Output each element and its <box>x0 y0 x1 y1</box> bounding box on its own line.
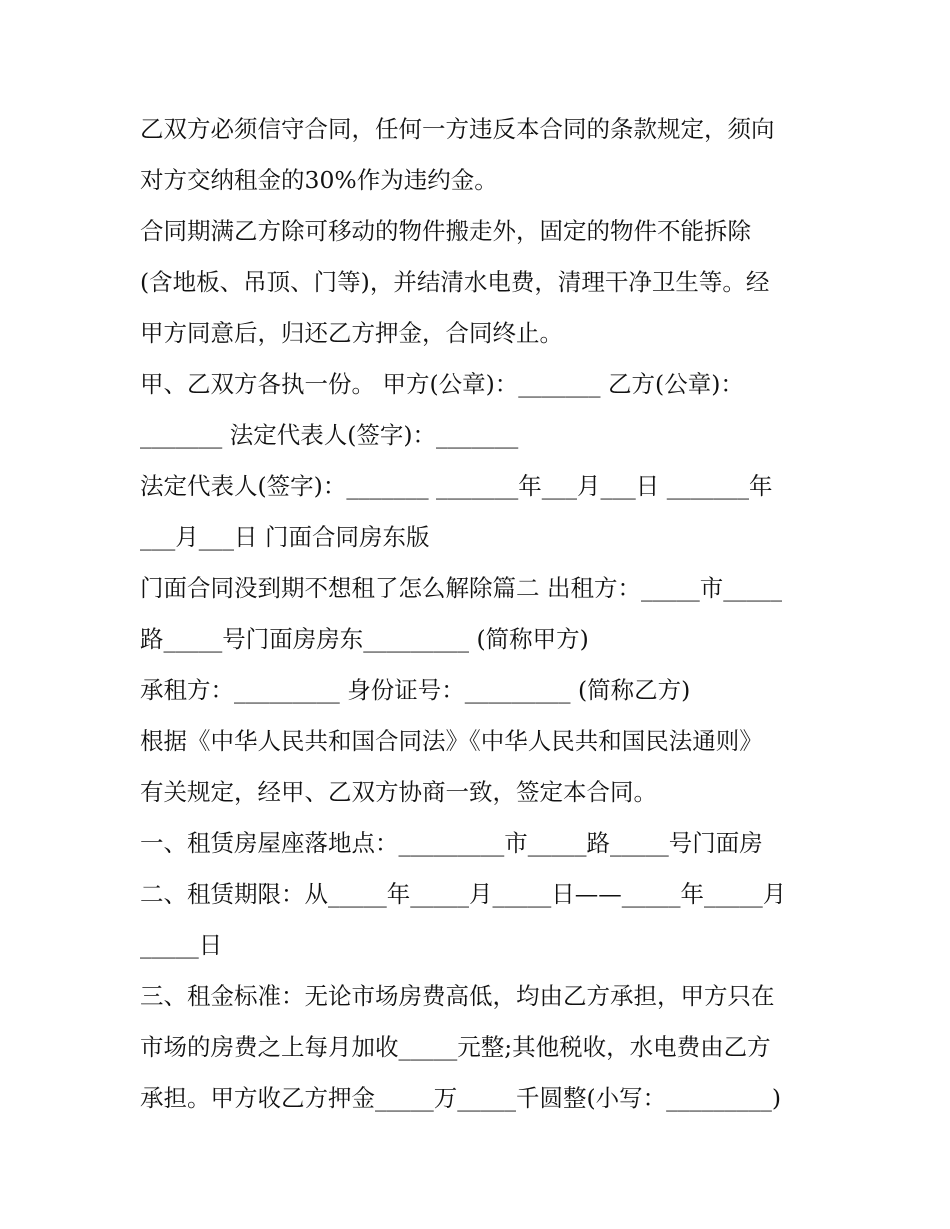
text-line: 路_____号门面房房东_________ (简称甲方) <box>140 625 589 653</box>
text-line: 二、租赁期限：从_____年_____月_____日——_____年_____月 <box>140 880 787 908</box>
text-line: 对方交纳租金的30%作为违约金。 <box>140 166 498 194</box>
text-line: 法定代表人(签字)：_______ _______年___月___日 _______年 <box>140 472 773 500</box>
text-line: (含地板、吊顶、门等)，并结清水电费，清理干净卫生等。经 <box>140 268 770 296</box>
text-line: _____日 <box>140 931 223 959</box>
text-line: 承租方：_________ 身份证号：_________ (简称乙方) <box>140 676 691 704</box>
text-line: 乙双方必须信守合同，任何一方违反本合同的条款规定，须向 <box>140 115 775 143</box>
text-line: 合同期满乙方除可移动的物件搬走外，固定的物件不能拆除 <box>140 217 751 245</box>
text-line: 甲方同意后，归还乙方押金，合同终止。 <box>140 319 563 347</box>
text-line: 承担。甲方收乙方押金_____万_____千圆整(小写：_________) <box>140 1084 782 1112</box>
text-line: 有关规定，经甲、乙双方协商一致，签定本合同。 <box>140 778 657 806</box>
document-body <box>140 104 830 1124</box>
text-line: 一、租赁房屋座落地点：_________市_____路_____号门面房 <box>140 829 763 857</box>
text-line: ___月___日 门面合同房东版 <box>140 523 430 551</box>
text-line: 根据《中华人民共和国合同法》《中华人民共和国民法通则》 <box>140 727 763 755</box>
text-line: _______ 法定代表人(签字)：_______ <box>140 421 519 449</box>
text-line: 门面合同没到期不想租了怎么解除篇二 出租方：_____市_____ <box>140 574 782 602</box>
text-line: 市场的房费之上每月加收_____元整;其他税收，水电费由乙方 <box>140 1033 771 1061</box>
text-line: 甲、乙双方各执一份。 甲方(公章)：_______ 乙方(公章)： <box>140 370 744 398</box>
text-line: 三、租金标准：无论市场房费高低，均由乙方承担，甲方只在 <box>140 982 775 1010</box>
